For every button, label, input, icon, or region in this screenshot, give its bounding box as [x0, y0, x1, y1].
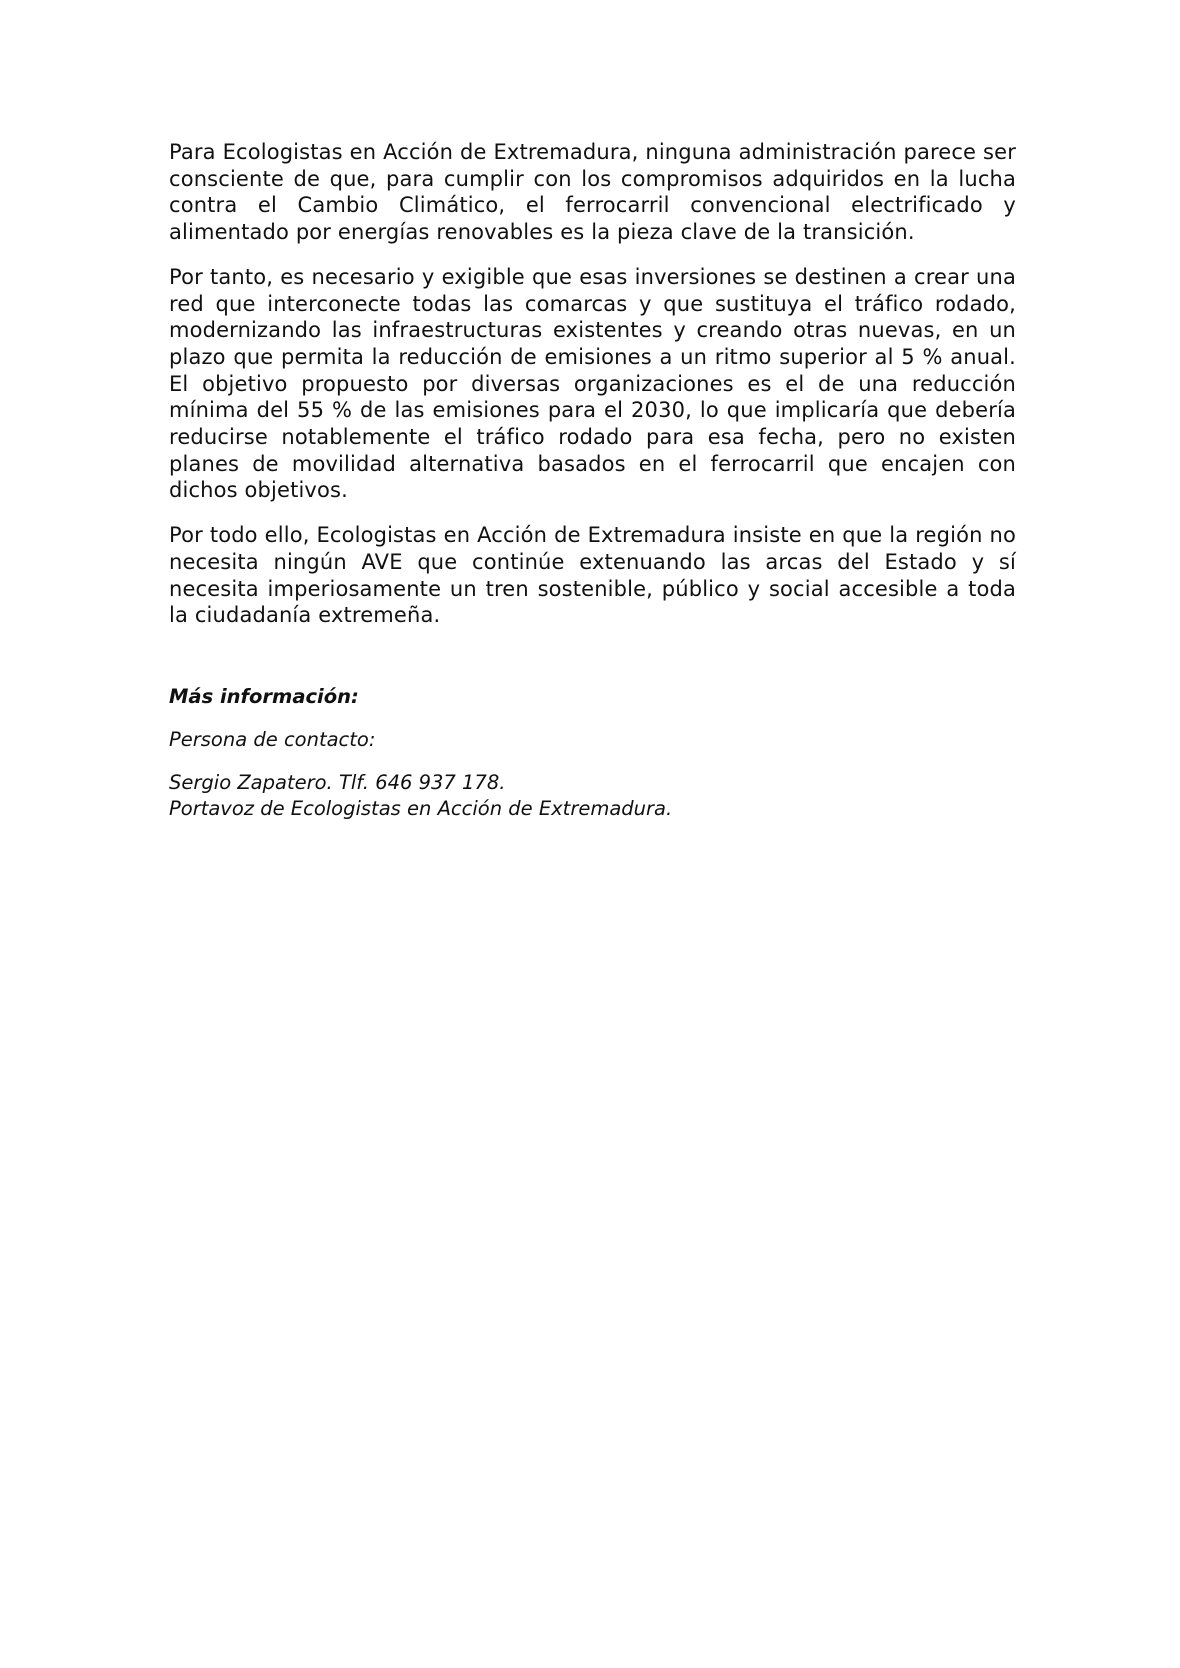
contact-heading: Más información: [169, 684, 359, 708]
paragraph-3: Por todo ello, Ecologistas en Acción de Extremadura insiste en que la región no necesita ningún AVE que continúe extenuando las arcas del Estado y sí necesita imperiosamente un tren sostenible, público y social accesible a toda la ciudadanía extremeña. [169, 523, 1016, 628]
contact-role: Portavoz de Ecologistas en Acción de Extremadura. [169, 796, 673, 820]
contact-label: Persona de contacto: [169, 727, 376, 751]
document-page [169, 139, 1016, 822]
contact-section [169, 684, 1016, 822]
paragraph-1: Para Ecologistas en Acción de Extremadura, ninguna administración parece ser consciente de que, para cumplir con los compromisos adquiridos en la lucha contra el Cambio Climático, el ferrocarril convencional electrificado y alimentado por energías renovables es la pieza clave de la transición. [169, 140, 1016, 245]
paragraph-2: Por tanto, es necesario y exigible que esas inversiones se destinen a crear una red que interconecte todas las comarcas y que sustituya el tráfico rodado, modernizando las infraestructuras existentes y creando otras nuevas, en un plazo que permita la reducción de emisiones a un ritmo superior al 5 % anual. El objetivo propuesto por diversas organizaciones es el de una reducción mínima del 55 % de las emisiones para el 2030, lo que implicaría que debería reducirse notablemente el tráfico rodado para esa fecha, pero no existen planes de movilidad alternativa basados en el ferrocarril que encajen con dichos objetivos. [169, 264, 1016, 503]
contact-name-phone: Sergio Zapatero. Tlf. 646 937 178. [169, 770, 506, 794]
